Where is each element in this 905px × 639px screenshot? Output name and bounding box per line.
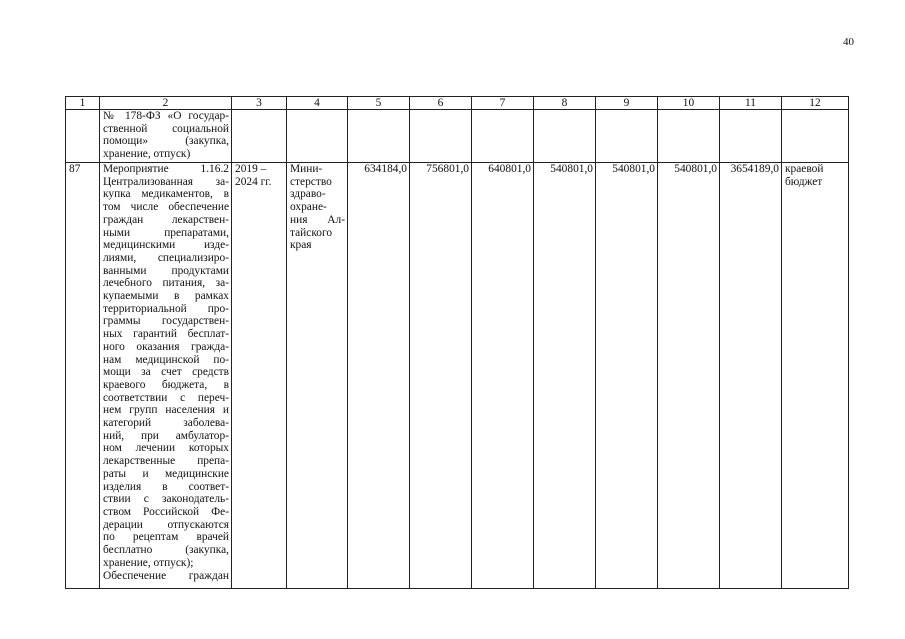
cell-empty — [472, 110, 534, 163]
implementation-period — [232, 163, 287, 589]
text-line: купка медикаментов, в — [103, 188, 229, 201]
header-cell: 6 — [410, 97, 472, 110]
source-line: бюджет — [785, 175, 823, 188]
continued-row — [66, 110, 849, 163]
value-cell: 540801,0 — [658, 163, 720, 589]
text-line: ванными продуктами — [103, 264, 229, 277]
cell-empty — [720, 110, 782, 163]
cell-empty — [596, 110, 658, 163]
text-line: помощи» (закупка, — [103, 135, 229, 148]
value-cell: 640801,0 — [472, 163, 534, 589]
header-cell: 8 — [534, 97, 596, 110]
text-line: нам медицинской по- — [103, 353, 229, 366]
text-line: дерации отпускаются — [103, 518, 229, 531]
text-line: Мини- — [290, 163, 323, 175]
text-line: раты и медицинские — [103, 467, 229, 480]
funding-source — [782, 163, 849, 589]
text-line: ными препаратами, — [103, 226, 229, 239]
text-line: лечебного питания, за- — [103, 277, 229, 290]
text-line: стерство — [290, 175, 332, 188]
text-line: нем групп населения и — [103, 404, 229, 417]
text-line: ния Ал- — [290, 213, 345, 226]
value-cell: 756801,0 — [410, 163, 472, 589]
text-line: по рецептам врачей — [103, 531, 229, 544]
text-line: лиями, специализиро- — [103, 251, 229, 264]
text-line: ством Российской Фе- — [103, 505, 229, 518]
cell-empty — [348, 110, 410, 163]
cell-empty — [66, 110, 100, 163]
executor — [287, 163, 348, 589]
text-line: изделия в соответ- — [103, 480, 229, 493]
header-cell: 4 — [287, 97, 348, 110]
continued-description — [100, 110, 232, 163]
header-row — [66, 97, 849, 110]
value-cell: 540801,0 — [534, 163, 596, 589]
page-number: 40 — [843, 36, 854, 48]
cell-empty — [232, 110, 287, 163]
period-line: 2024 гг. — [235, 175, 272, 188]
text-line: граждан лекарствен- — [103, 213, 229, 226]
header-cell: 11 — [720, 97, 782, 110]
text-line: ний, при амбулатор- — [103, 429, 229, 442]
header-cell: 12 — [782, 97, 849, 110]
activity-description — [100, 163, 232, 589]
text-line: тайского — [290, 226, 333, 239]
text-line: ного оказания гражда- — [103, 340, 229, 353]
cell-empty — [534, 110, 596, 163]
cell-empty — [782, 110, 849, 163]
text-line: Обеспечение граждан — [103, 569, 229, 582]
text-line: здраво- — [290, 188, 326, 201]
text-line: ном лечении которых — [103, 442, 229, 455]
value-cell: 540801,0 — [596, 163, 658, 589]
text-line: мощи за счет средств — [103, 366, 229, 379]
source-line: краевой — [785, 163, 824, 175]
text-line: хранение, отпуск) — [103, 148, 191, 161]
value-total: 3654189,0 — [720, 163, 782, 589]
text-line: медицинскими изде- — [103, 239, 229, 252]
text-line: купаемыми в рамках — [103, 290, 229, 303]
text-line: Централизованная за- — [103, 175, 229, 188]
row-number: 87 — [66, 163, 100, 589]
text-line: лекарственные препа- — [103, 455, 229, 468]
header-cell: 1 — [66, 97, 100, 110]
header-cell: 9 — [596, 97, 658, 110]
header-cell: 3 — [232, 97, 287, 110]
text-line: бесплатно (закупка, — [103, 544, 229, 557]
header-cell: 5 — [348, 97, 410, 110]
cell-empty — [410, 110, 472, 163]
text-line: соответствии с переч- — [103, 391, 229, 404]
program-table — [65, 96, 849, 589]
value-cell: 634184,0 — [348, 163, 410, 589]
text-line: территориальной про- — [103, 302, 229, 315]
header-cell: 2 — [100, 97, 232, 110]
text-line: хранение, отпуск); — [103, 556, 194, 569]
table-row-87 — [66, 163, 849, 589]
text-line: ных гарантий бесплат- — [103, 328, 229, 341]
cell-empty — [287, 110, 348, 163]
text-line: охране- — [290, 201, 327, 214]
header-cell: 10 — [658, 97, 720, 110]
text-line: краевого бюджета, в — [103, 378, 229, 391]
text-line: граммы государствен- — [103, 315, 229, 328]
text-line: Мероприятие 1.16.2 — [103, 163, 229, 175]
period-line: 2019 – — [235, 163, 267, 175]
text-line: ственной социальной — [103, 122, 229, 135]
text-line: том числе обеспечение — [103, 201, 229, 214]
text-line: № 178-ФЗ «О государ- — [103, 110, 229, 122]
text-line: ствии с законодатель- — [103, 493, 229, 506]
text-line: категорий заболева- — [103, 417, 229, 430]
header-cell: 7 — [472, 97, 534, 110]
text-line: края — [290, 239, 312, 252]
cell-empty — [658, 110, 720, 163]
